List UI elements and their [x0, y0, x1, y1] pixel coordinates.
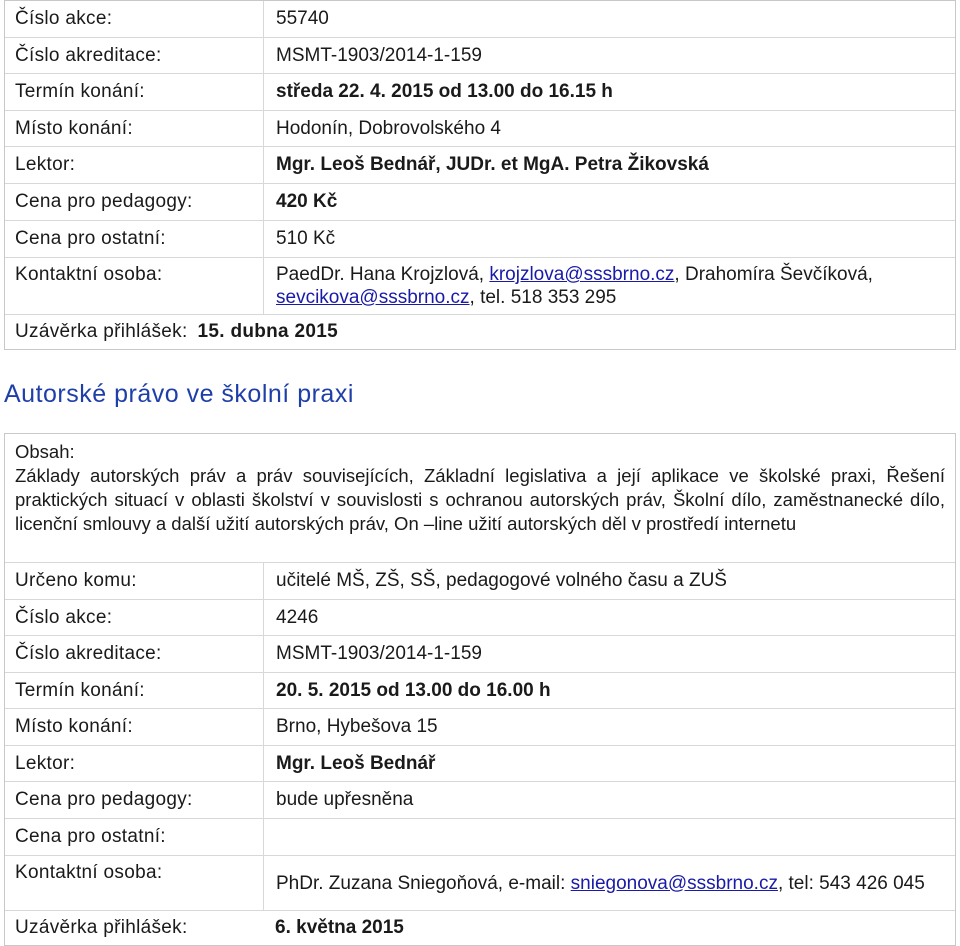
row-value: učitelé MŠ, ZŠ, SŠ, pedagogové volného času a ZUŠ — [263, 563, 955, 599]
course1-row-action-number — [5, 1, 955, 38]
row-value: Hodonín, Dobrovolského 4 — [263, 111, 955, 146]
row-label: Číslo akce: — [15, 8, 113, 29]
row-label: Kontaktní osoba: — [15, 862, 163, 883]
course1-row-date — [5, 74, 955, 111]
course1-row-price-others — [5, 221, 955, 258]
row-value: Mgr. Leoš Bednář, JUDr. et MgA. Petra Žikovská — [263, 147, 955, 183]
row-value: Brno, Hybešova 15 — [263, 709, 955, 745]
row-value: 20. 5. 2015 od 13.00 do 16.00 h — [263, 673, 955, 708]
row-label: Kontaktní osoba: — [15, 264, 163, 285]
content-block — [5, 434, 955, 562]
deadline-label: Uzávěrka přihlášek: — [15, 321, 188, 342]
row-label: Určeno komu: — [15, 570, 137, 591]
course2-row-price-others — [5, 819, 955, 856]
course2-row-content — [5, 434, 955, 563]
contact-text: , tel: 543 426 045 — [777, 872, 925, 894]
row-label: Termín konání: — [15, 679, 145, 701]
row-label: Cena pro ostatní: — [15, 826, 166, 847]
course1-table — [4, 0, 956, 350]
email-link-krojzlova[interactable]: krojzlova@sssbrno.cz — [489, 264, 675, 285]
row-label: Cena pro pedagogy: — [15, 191, 193, 212]
row-value: MSMT-1903/2014-1-159 — [263, 38, 955, 73]
row-label: Číslo akreditace: — [15, 44, 162, 66]
course2-row-date — [5, 673, 955, 709]
course1-row-place — [5, 111, 955, 147]
row-label: Cena pro pedagogy: — [15, 789, 193, 810]
row-label: Lektor: — [15, 752, 76, 774]
row-value — [263, 819, 955, 855]
course2-row-audience — [5, 563, 955, 600]
row-value: 420 Kč — [263, 184, 955, 220]
row-label: Číslo akce: — [15, 606, 113, 628]
contact-text: PhDr. Zuzana Sniegoňová, e-mail: — [276, 872, 571, 894]
course2-row-contact — [5, 856, 955, 911]
contact-text: , tel. 518 353 295 — [469, 287, 617, 308]
course2-table — [4, 433, 956, 946]
row-label: Číslo akreditace: — [15, 643, 162, 664]
row-label: Cena pro ostatní: — [15, 228, 166, 249]
row-value: 510 Kč — [263, 221, 955, 257]
course1-row-contact — [5, 258, 955, 315]
course1-row-deadline — [5, 315, 955, 349]
contact-text: PaedDr. Hana Krojzlová, — [276, 264, 490, 285]
deadline — [5, 315, 338, 349]
course2-row-price-teachers — [5, 782, 955, 819]
course2-row-accreditation — [5, 636, 955, 673]
row-label: Místo konání: — [15, 117, 133, 139]
contact-value — [263, 856, 955, 910]
row-value: středa 22. 4. 2015 od 13.00 do 16.15 h — [263, 74, 955, 110]
row-label: Termín konání: — [15, 81, 145, 102]
course-title: Autorské právo ve školní praxi — [4, 380, 354, 408]
row-value: bude upřesněna — [263, 782, 955, 818]
course2-row-deadline — [5, 911, 955, 945]
row-value: Mgr. Leoš Bednář — [263, 746, 955, 781]
content-label: Obsah: — [15, 441, 75, 462]
contact-text: , Drahomíra Ševčíková, — [674, 264, 873, 285]
content-text: Základy autorských práv a práv souvisejících, Základní legislativa a její aplikace ve školské praxi, Řešení praktických situací v oblasti školství v souvislosti s ochranou autorských práv, Školní dílo, zaměstnanecké dílo, licenční smlouvy a další užití autorských práv, On –line užití autorských děl v prostředí internetu — [15, 465, 945, 534]
course1-row-lecturer — [5, 147, 955, 184]
row-label: Uzávěrka přihlášek: — [15, 917, 188, 938]
row-label: Lektor: — [15, 154, 76, 175]
row-value: 4246 — [263, 600, 955, 635]
course1-row-price-teachers — [5, 184, 955, 221]
course2-row-lecturer — [5, 746, 955, 782]
row-label: Místo konání: — [15, 716, 133, 737]
contact-value — [263, 258, 955, 314]
email-link-sevcikova[interactable]: sevcikova@sssbrno.cz — [276, 287, 470, 308]
row-value: 55740 — [263, 1, 955, 37]
course2-row-action-number — [5, 600, 955, 636]
course2-row-place — [5, 709, 955, 746]
row-value: MSMT-1903/2014-1-159 — [263, 636, 955, 672]
deadline-value: 15. dubna 2015 — [197, 321, 338, 342]
email-link-sniegonova[interactable]: sniegonova@sssbrno.cz — [570, 872, 778, 894]
row-value: 6. května 2015 — [275, 917, 404, 938]
course1-row-accreditation — [5, 38, 955, 74]
